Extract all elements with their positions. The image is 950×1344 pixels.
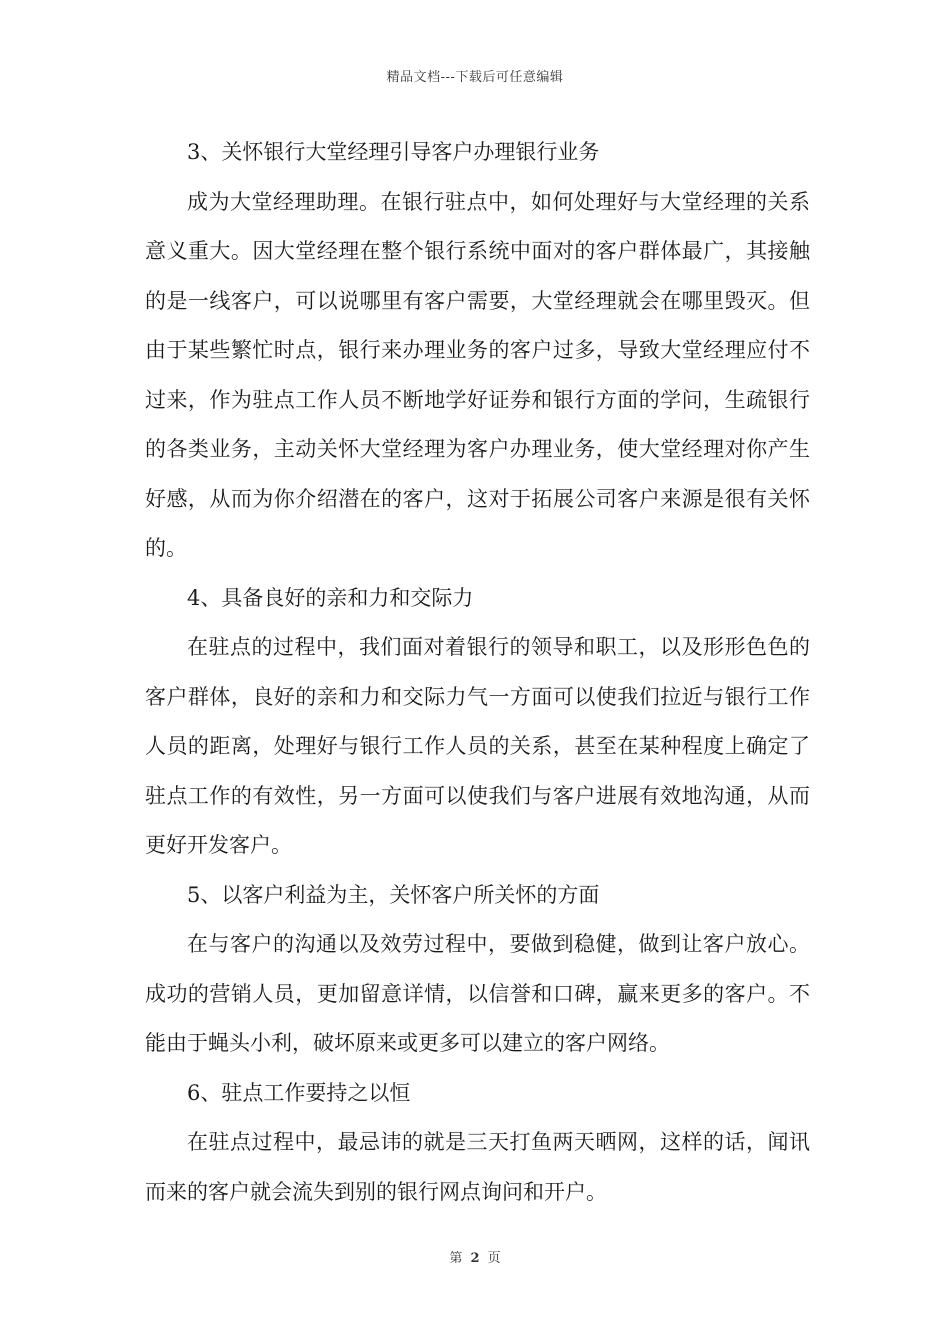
document-body — [145, 128, 810, 1217]
page-footer — [0, 1247, 950, 1266]
section-heading-4: 4、具备良好的亲和力和交际力 — [187, 585, 474, 610]
body-paragraph: 在驻点的过程中，我们面对着银行的领导和职工，以及形形色色的客户群体，良好的亲和力和交际力气一方面可以使我们拉近与银行工作人员的距离，处理好与银行工作人员的关系，甚至在某种程度上确定了驻点工作的有效性，另一方面可以使我们与客户进展有效地沟通，从而更好开发客户。 — [145, 635, 810, 857]
section-heading-6: 6、驻点工作要持之以恒 — [187, 1080, 411, 1105]
body-paragraph: 在驻点过程中，最忌讳的就是三天打鱼两天晒网，这样的话，闻讯而来的客户就会流失到别的银行网点询问和开户。 — [145, 1130, 810, 1204]
page-number: 2 — [470, 1251, 480, 1266]
body-paragraph: 在与客户的沟通以及效劳过程中，要做到稳健，做到让客户放心。成功的营销人员，更加留意详情，以信誉和口碑，赢来更多的客户。不能由于蝇头小利，破坏原来或更多可以建立的客户网络。 — [145, 932, 810, 1055]
body-paragraph: 成为大堂经理助理。在银行驻点中，如何处理好与大堂经理的关系意义重大。因大堂经理在整个银行系统中面对的客户群体最广，其接触的是一线客户，可以说哪里有客户需要，大堂经理就会在哪里毁灭。但由于某些繁忙时点，银行来办理业务的客户过多，导致大堂经理应付不过来，作为驻点工作人员不断地学好证券和银行方面的学问，生疏银行的各类业务，主动关怀大堂经理为客户办理业务，使大堂经理对你产生好感，从而为你介绍潜在的客户，这对于拓展公司客户来源是很有关怀的。 — [145, 189, 810, 560]
section-heading-3: 3、关怀银行大堂经理引导客户办理银行业务 — [187, 140, 600, 164]
page-suffix: 页 — [487, 1251, 501, 1266]
page-prefix: 第 — [449, 1251, 463, 1266]
page-header: 精品文档---下载后可任意编辑 — [386, 70, 564, 85]
section-heading-5: 5、以客户利益为主，关怀客户所关怀的方面 — [187, 882, 600, 907]
